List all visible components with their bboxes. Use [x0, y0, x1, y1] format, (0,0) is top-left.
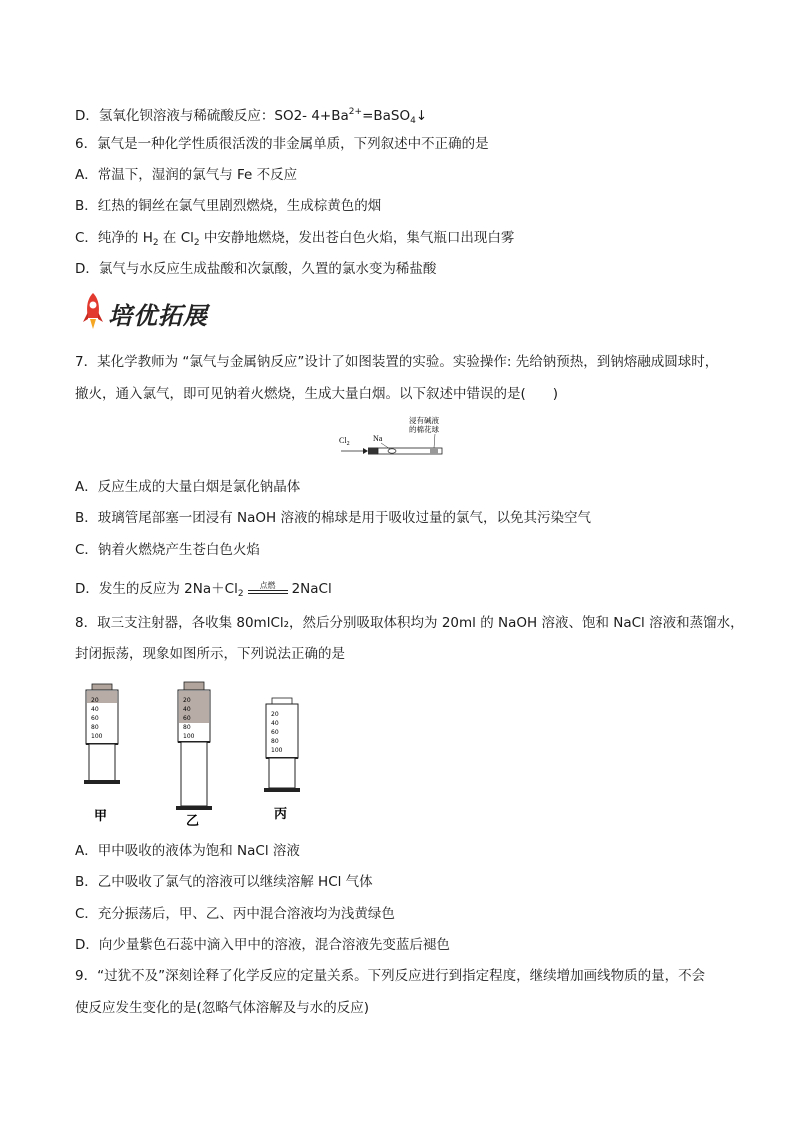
q7-d-post: 2NaCl: [291, 581, 332, 597]
svg-text:100: 100: [91, 733, 103, 740]
q6-option-d: D．氯气与水反应生成盐酸和次氯酸，久置的氯水变为稀盐酸: [75, 261, 437, 277]
q7-d-pre: D．发生的反应为 2Na＋Cl: [75, 581, 238, 597]
q7-stem-line2: 撤火，通入氯气，即可见钠着火燃烧，生成大量白烟。以下叙述中错误的是( ): [75, 386, 559, 402]
svg-text:20: 20: [91, 697, 99, 704]
label-jia: 甲: [94, 809, 108, 824]
q7-option-b: B．玻璃管尾部塞一团浸有 NaOH 溶液的棉球是用于吸收过量的氯气，以免其污染空气: [75, 510, 591, 526]
svg-text:20: 20: [271, 711, 279, 718]
svg-text:80: 80: [271, 738, 279, 745]
q5-d-text: D．氢氧化钡溶液与稀硫酸反应：SO2- 4+Ba: [75, 108, 349, 124]
q9-stem-line2: 使反应发生变化的是(忽略气体溶解及与水的反应): [75, 1000, 370, 1016]
q5-d-sub: 4: [410, 116, 416, 126]
q6-stem: 6．氯气是一种化学性质很活泼的非金属单质，下列叙述中不正确的是: [75, 136, 489, 152]
q6-option-c: [75, 229, 514, 252]
svg-text:80: 80: [183, 724, 191, 731]
svg-text:60: 60: [183, 715, 191, 722]
q6-c-pre: C．纯净的 H: [75, 230, 153, 246]
q8-option-b: B．乙中吸收了氯气的溶液可以继续溶解 HCl 气体: [75, 874, 373, 890]
q8-stem-line2: 封闭振荡，现象如图所示，下列说法正确的是: [75, 646, 345, 662]
q5-d-mid: =BaSO: [362, 108, 411, 124]
q6-c-post: 中安静地燃烧，发出苍白色火焰，集气瓶口出现白雾: [199, 230, 515, 246]
condition-label: 点燃: [259, 581, 276, 590]
fig-cl2-label: $Cl_2$: [339, 436, 350, 447]
svg-text:100: 100: [183, 733, 195, 740]
q6-c-sub2: 2: [193, 238, 200, 248]
q8-option-a: A．甲中吸收的液体为饱和 NaCl 溶液: [75, 843, 300, 859]
svg-text:100: 100: [271, 747, 283, 754]
svg-text:40: 40: [271, 720, 279, 727]
svg-text:60: 60: [271, 729, 279, 736]
rocket-icon: [80, 292, 106, 330]
q7-stem-line1: 7．某化学教师为 “氯气与金属钠反应”设计了如图装置的实验。实验操作: 先给钠预热，到钠熔融成圆球时，: [75, 354, 719, 370]
q8-option-c: C．充分振荡后，甲、乙、丙中混合溶液均为浅黄绿色: [75, 906, 395, 922]
svg-text:20: 20: [183, 697, 191, 704]
q7-option-c: C．钠着火燃烧产生苍白色火焰: [75, 542, 260, 558]
q5-d-sup: 2+: [348, 107, 363, 117]
syringe-bing: [264, 698, 300, 822]
q5-d-end: ↓: [415, 108, 428, 124]
q5-option-d: [75, 103, 427, 130]
fig-note-line2: 的棉花球: [409, 425, 439, 434]
label-bing: 丙: [274, 807, 288, 822]
fig-note-line1: 浸有碱液: [409, 416, 439, 425]
section-banner: [80, 292, 230, 332]
q7-option-d: [75, 580, 332, 603]
q9-stem-line1: 9．“过犹不及”深刻诠释了化学反应的定量关系。下列反应进行到指定程度，继续增加画线物质的量，不会: [75, 968, 706, 984]
q8-option-d: D．向少量紫色石蕊中滴入甲中的溶液，混合溶液先变蓝后褪色: [75, 937, 450, 953]
q6-option-a: A．常温下，湿润的氯气与 Fe 不反应: [75, 167, 298, 183]
q7-option-a: A．反应生成的大量白烟是氯化钠晶体: [75, 479, 301, 495]
q7-apparatus-figure: [337, 415, 457, 465]
q8-syringes-figure: [80, 680, 310, 830]
reaction-condition-arrow: [248, 580, 288, 598]
banner-title: 培优拓展: [108, 301, 208, 330]
fig-na-label: Na: [373, 434, 383, 443]
q6-c-mid: 在 Cl: [158, 230, 194, 246]
q8-stem-line1: 8．取三支注射器，各收集 80mlCl₂，然后分别吸取体积均为 20ml 的 NaOH 溶液、饱和 NaCl 溶液和蒸馏水，: [75, 615, 744, 631]
svg-text:60: 60: [91, 715, 99, 722]
svg-text:40: 40: [91, 706, 99, 713]
label-yi: 乙: [186, 814, 200, 829]
q6-c-sub1: 2: [152, 238, 159, 248]
svg-text:40: 40: [183, 706, 191, 713]
q7-d-sub: 2: [237, 589, 244, 599]
svg-text:80: 80: [91, 724, 99, 731]
syringe-jia: [84, 684, 120, 824]
q6-option-b: B．红热的铜丝在氯气里剧烈燃烧，生成棕黄色的烟: [75, 198, 382, 214]
syringe-yi: [176, 682, 212, 829]
